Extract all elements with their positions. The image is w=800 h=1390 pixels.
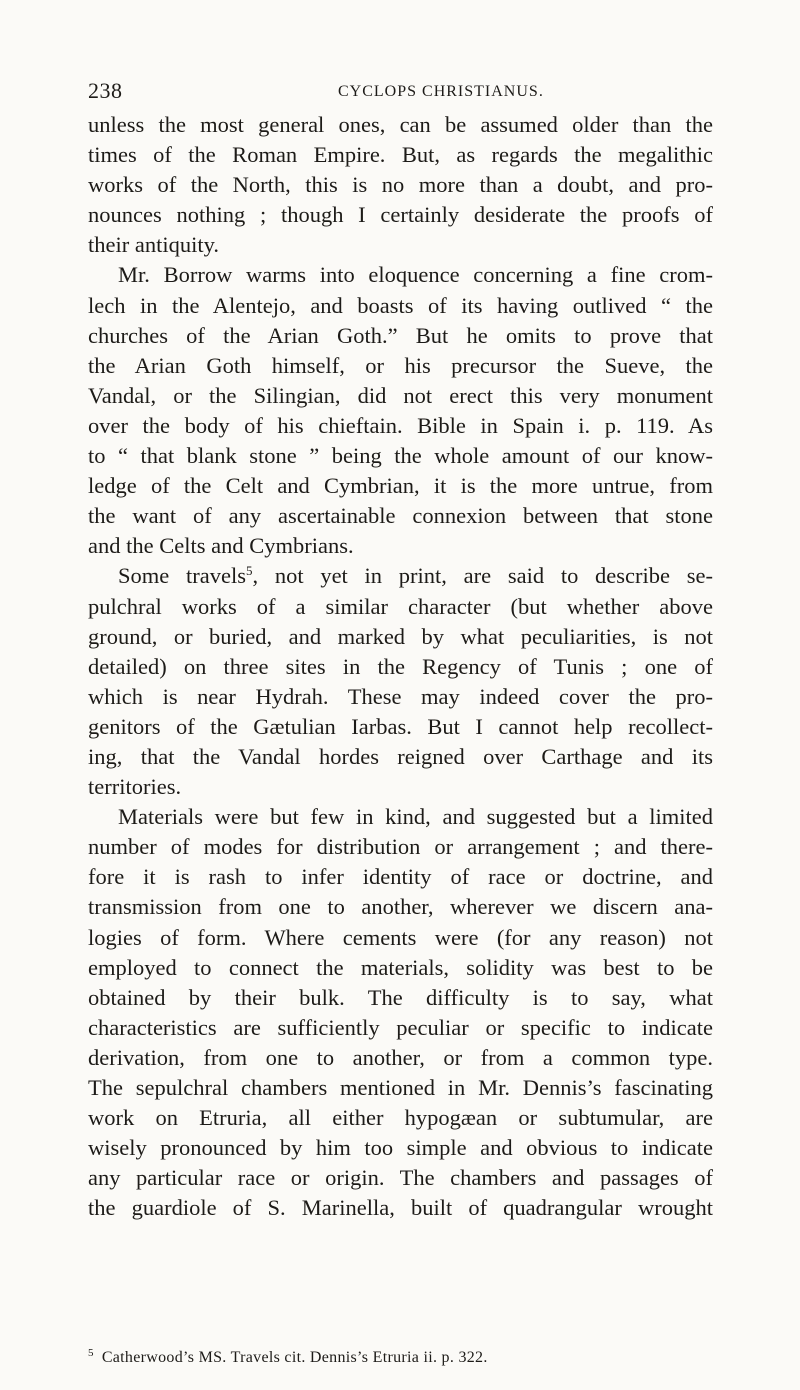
footnote-marker: 5 bbox=[88, 1347, 94, 1359]
text-line: their antiquity. bbox=[88, 232, 220, 258]
page-number: 238 bbox=[88, 78, 123, 103]
text-line: which is near Hydrah. These may indeed cover the pro- bbox=[88, 683, 713, 709]
running-title: CYCLOPS CHRISTIANUS. bbox=[338, 83, 544, 100]
text-line: the guardiole of S. Marinella, built of quadrangular wrought bbox=[88, 1195, 713, 1221]
text-line: fore it is rash to infer identity of race or doctrine, and bbox=[88, 864, 713, 890]
text-line: any particular race or origin. The chambers and passages of bbox=[88, 1165, 713, 1191]
text-line: transmission from one to another, wherever we discern ana- bbox=[88, 894, 713, 920]
text-line: wisely pronounced by him too simple and obvious to indicate bbox=[88, 1135, 713, 1161]
text-segment: , not yet in print, are said to describe se- bbox=[252, 563, 713, 589]
text-line: number of modes for distribution or arrangement ; and there- bbox=[88, 834, 713, 860]
text-line: employed to connect the materials, solidity was best to be bbox=[88, 954, 713, 980]
text-line: characteristics are sufficiently peculiar or specific to indicate bbox=[88, 1014, 713, 1040]
footnote-text: Catherwood’s MS. Travels cit. Dennis’s Etruria ii. p. 322. bbox=[101, 1349, 488, 1366]
text-line: churches of the Arian Goth.” But he omits to prove that bbox=[88, 322, 713, 348]
text-line: pulchral works of a similar character (but whether above bbox=[88, 593, 713, 619]
text-line: work on Etruria, all either hypogæan or subtumular, are bbox=[88, 1105, 713, 1131]
text-line: works of the North, this is no more than a doubt, and pro- bbox=[88, 172, 713, 198]
text-line: to “ that blank stone ” being the whole amount of our know- bbox=[88, 443, 713, 469]
footnote-reference[interactable]: 5 bbox=[245, 563, 253, 579]
text-line: ledge of the Celt and Cymbrian, it is the more untrue, from bbox=[88, 473, 713, 499]
text-line: The sepulchral chambers mentioned in Mr. Dennis’s fascinating bbox=[88, 1075, 713, 1100]
text-line: Vandal, or the Silingian, did not erect this very monument bbox=[88, 382, 713, 408]
text-line: times of the Roman Empire. But, as regards the megalithic bbox=[88, 142, 713, 168]
text-line: genitors of the Gætulian Iarbas. But I cannot help recollect- bbox=[88, 713, 713, 739]
text-line: nounces nothing ; though I certainly desiderate the proofs of bbox=[88, 202, 713, 228]
text-line: Materials were but few in kind, and suggested but a limited bbox=[118, 804, 713, 830]
page-header bbox=[0, 78, 800, 108]
text-line: the want of any ascertainable connexion between that stone bbox=[88, 503, 713, 529]
text-line: and the Celts and Cymbrians. bbox=[88, 533, 354, 559]
text-line: ing, that the Vandal hordes reigned over Carthage and its bbox=[88, 743, 713, 769]
text-line bbox=[88, 561, 713, 591]
text-line: lech in the Alentejo, and boasts of its having outlived “ the bbox=[88, 292, 713, 318]
text-line: detailed) on three sites in the Regency of Tunis ; one of bbox=[88, 653, 713, 679]
text-line: ground, or buried, and marked by what peculiarities, is not bbox=[88, 623, 713, 649]
text-line: the Arian Goth himself, or his precursor the Sueve, the bbox=[88, 352, 713, 378]
footnote bbox=[88, 1347, 728, 1367]
text-segment: Some travels bbox=[118, 563, 246, 589]
text-line: obtained by their bulk. The difficulty is to say, what bbox=[88, 984, 713, 1010]
text-line: derivation, from one to another, or from a common type. bbox=[88, 1044, 713, 1070]
text-line: over the body of his chieftain. Bible in Spain i. p. 119. As bbox=[88, 412, 713, 438]
text-line: territories. bbox=[88, 774, 182, 800]
text-line: unless the most general ones, can be assumed older than the bbox=[88, 112, 713, 137]
body-text bbox=[88, 110, 713, 1223]
text-line: Mr. Borrow warms into eloquence concerning a fine crom- bbox=[118, 262, 713, 288]
text-line: logies of form. Where cements were (for any reason) not bbox=[88, 924, 713, 950]
